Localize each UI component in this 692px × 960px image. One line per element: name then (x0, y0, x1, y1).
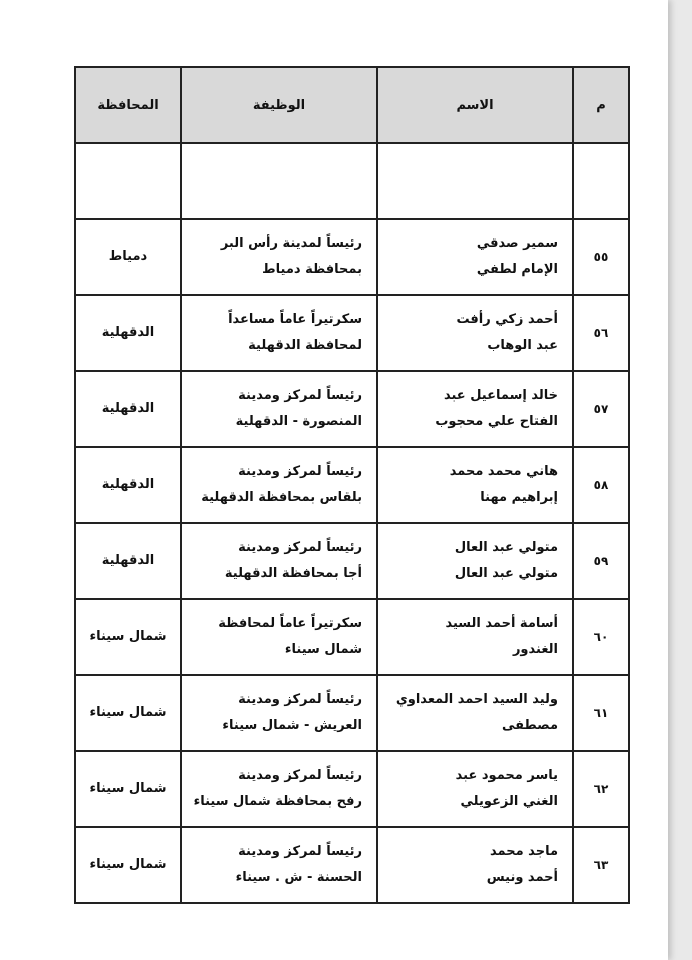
name-line: أسامة أحمد السيد (445, 616, 558, 631)
header-gap (75, 143, 629, 219)
table-row (75, 599, 629, 675)
row-name (377, 447, 573, 523)
name-line: أحمد ونيس (486, 870, 558, 885)
table-row (75, 295, 629, 371)
row-gov: دمياط (75, 219, 181, 295)
job-line: لمحافظة الدقهلية (248, 338, 362, 353)
job-line: بلقاس بمحافظة الدقهلية (201, 490, 362, 505)
row-job (181, 599, 377, 675)
name-line: الغندور (512, 642, 558, 657)
row-num: ٥٥ (573, 219, 629, 295)
name-line: متولي عبد العال (454, 566, 558, 581)
job-line: رئيساً لمركز ومدينة (238, 464, 362, 479)
table-row (75, 219, 629, 295)
row-gov: الدقهلية (75, 295, 181, 371)
job-line: أجا بمحافظة الدقهلية (224, 566, 362, 581)
table-row (75, 523, 629, 599)
row-job (181, 371, 377, 447)
job-line: المنصورة - الدقهلية (235, 414, 362, 429)
table-row (75, 675, 629, 751)
job-line: سكرتيراً عاماً لمحافظة (218, 616, 362, 631)
name-line: إبراهيم مهنا (480, 490, 558, 505)
row-name (377, 295, 573, 371)
name-line: هاني محمد محمد (449, 464, 558, 479)
row-name (377, 219, 573, 295)
job-line: رئيساً لمركز ومدينة (238, 768, 362, 783)
row-name (377, 523, 573, 599)
job-line: رئيساً لمركز ومدينة (238, 844, 362, 859)
row-num: ٥٨ (573, 447, 629, 523)
name-line: سمير صدقي (476, 236, 558, 251)
header-num: م (573, 67, 629, 143)
table-row (75, 371, 629, 447)
row-gov: شمال سيناء (75, 751, 181, 827)
row-gov: الدقهلية (75, 371, 181, 447)
header-job: الوظيفة (181, 67, 377, 143)
table-header-row (75, 67, 629, 143)
name-line: ياسر محمود عبد (455, 768, 558, 783)
table-row (75, 827, 629, 903)
job-line: سكرتيراً عاماً مساعداً (228, 312, 362, 327)
job-line: العريش - شمال سيناء (222, 718, 362, 733)
row-num: ٦٠ (573, 599, 629, 675)
row-job (181, 675, 377, 751)
name-line: الإمام لطفي (476, 262, 558, 277)
header-gov: المحافظة (75, 67, 181, 143)
officials-table (74, 66, 630, 904)
row-job (181, 219, 377, 295)
row-name (377, 751, 573, 827)
name-line: خالد إسماعيل عبد (443, 388, 558, 403)
row-num: ٦١ (573, 675, 629, 751)
row-gov: الدقهلية (75, 523, 181, 599)
job-line: رئيساً لمركز ومدينة (238, 388, 362, 403)
row-name (377, 827, 573, 903)
job-line: رئيساً لمركز ومدينة (238, 692, 362, 707)
row-num: ٥٩ (573, 523, 629, 599)
name-line: أحمد زكي رأفت (456, 312, 558, 327)
job-line: بمحافظة دمياط (262, 262, 362, 277)
name-line: ماجد محمد (490, 844, 558, 859)
name-line: وليد السيد احمد المعداوي (395, 692, 558, 707)
name-line: متولي عبد العال (454, 540, 558, 555)
job-line: رفح بمحافظة شمال سيناء (193, 794, 362, 809)
row-name (377, 371, 573, 447)
job-line: شمال سيناء (284, 642, 362, 657)
row-name (377, 675, 573, 751)
name-line: الفتاح علي محجوب (435, 414, 558, 429)
name-line: عبد الوهاب (487, 338, 558, 353)
row-gov: شمال سيناء (75, 827, 181, 903)
job-line: رئيساً لمركز ومدينة (238, 540, 362, 555)
row-gov: شمال سيناء (75, 599, 181, 675)
row-num: ٥٧ (573, 371, 629, 447)
row-gov: الدقهلية (75, 447, 181, 523)
row-job (181, 827, 377, 903)
name-line: الغني الزعويلي (460, 794, 558, 809)
job-line: الحسنة - ش . سيناء (235, 870, 362, 885)
job-line: رئيساً لمدينة رأس البر (220, 236, 362, 251)
table-row (75, 447, 629, 523)
row-gov: شمال سيناء (75, 675, 181, 751)
row-job (181, 751, 377, 827)
row-job (181, 447, 377, 523)
row-job (181, 523, 377, 599)
table-row (75, 751, 629, 827)
header-name: الاسم (377, 67, 573, 143)
name-line: مصطفى (501, 718, 558, 733)
row-num: ٦٣ (573, 827, 629, 903)
row-num: ٦٢ (573, 751, 629, 827)
row-num: ٥٦ (573, 295, 629, 371)
row-job (181, 295, 377, 371)
row-name (377, 599, 573, 675)
